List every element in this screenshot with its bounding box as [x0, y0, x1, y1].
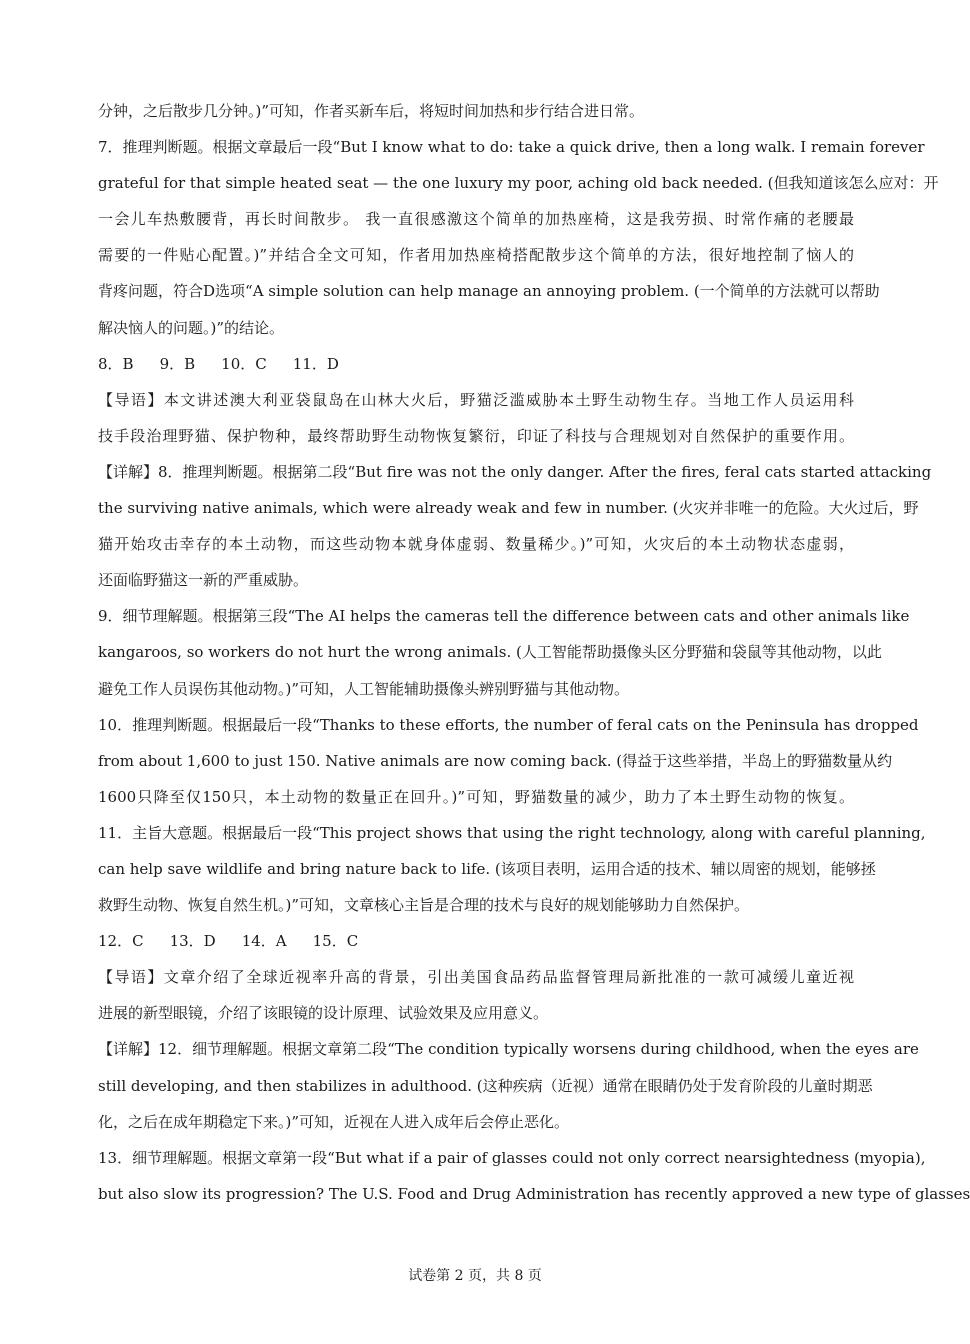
- text-line: 10．推理判断题。根据最后一段“Thanks to these efforts, the number of feral cats on the Peninsula has dropped: [98, 715, 919, 734]
- answer-item: 8．B: [98, 354, 134, 373]
- text-line: 1600只降至仅150只，本土动物的数量正在回升。)”可知，野猫数量的减少，助力了本土野生动物的恢复。: [98, 787, 854, 806]
- text-line: 需要的一件贴心配置。)”并结合全文可知，作者用加热座椅搭配散步这个简单的方法，很好地控制了恼人的: [98, 246, 854, 265]
- text-line: 猫开始攻击幸存的本土动物，而这些动物本就身体虚弱、数量稀少。)”可知，火灾后的本土动物状态虚弱，: [98, 535, 854, 554]
- text-line: but also slow its progression? The U.S. Food and Drug Administration has recently approved a new type of glasses: [98, 1184, 970, 1203]
- answer-key-8-11: [98, 346, 854, 382]
- answer-item: 10．C: [221, 354, 267, 373]
- answer-item: 14．A: [241, 932, 287, 951]
- text-line: 11．主旨大意题。根据最后一段“This project shows that using the right technology, along with careful planning,: [98, 823, 926, 842]
- text-line: 技手段治理野猫、保护物种，最终帮助野生动物恢复繁衍，印证了科技与合理规划对自然保护的重要作用。: [98, 426, 854, 445]
- text-line: 化，之后在成年期稳定下来。)”可知，近视在人进入成年后会停止恶化。: [98, 1112, 570, 1131]
- answer-key-12-15: [98, 923, 854, 959]
- page-content: [98, 93, 970, 1212]
- answer-item: 11．D: [292, 354, 339, 373]
- text-line: 一会儿车热敷腰背，再长时间散步。 我一直很感激这个简单的加热座椅，这是我劳损、时常作痛的老腰最: [98, 210, 854, 229]
- text-block-1: [98, 93, 939, 346]
- page-footer: 试卷第 2 页，共 8 页: [408, 1268, 542, 1284]
- text-line: still developing, and then stabilizes in adulthood. (这种疾病（近视）通常在眼睛仍处于发育阶段的儿童时期恶: [98, 1076, 873, 1095]
- text-block-3: [98, 959, 970, 1212]
- text-line: 进展的新型眼镜，介绍了该眼镜的设计原理、试验效果及应用意义。: [98, 1004, 549, 1023]
- text-line: 分钟，之后散步几分钟。)”可知，作者买新车后，将短时间加热和步行结合进日常。: [98, 102, 645, 120]
- text-line: 背疼问题，符合D选项“A simple solution can help manage an annoying problem. (一个简单的方法就可以帮助: [98, 282, 880, 301]
- text-line: can help save wildlife and bring nature back to life. (该项目表明，运用合适的技术、辅以周密的规划，能够拯: [98, 859, 876, 878]
- text-line: from about 1,600 to just 150. Native animals are now coming back. (得益于这些举措，半岛上的野猫数量从约: [98, 751, 893, 770]
- text-line: the surviving native animals, which were already weak and few in number. (火灾并非唯一的危险。大火过后，野: [98, 499, 919, 518]
- text-line: 【详解】8．推理判断题。根据第二段“But fire was not the only danger. After the fires, feral cats started attacking: [98, 462, 932, 481]
- text-line: 【导语】本文讲述澳大利亚袋鼠岛在山林大火后，野猫泛滥威胁本土野生动物生存。当地工作人员运用科: [98, 390, 854, 409]
- text-line: 解决恼人的问题。)”的结论。: [98, 318, 285, 337]
- text-block-2: [98, 382, 932, 923]
- text-line: 避免工作人员误伤其他动物。)”可知，人工智能辅助摄像头辨别野猫与其他动物。: [98, 679, 630, 698]
- text-line: 【详解】12．细节理解题。根据文章第二段“The condition typically worsens during childhood, when the eyes are: [98, 1040, 919, 1059]
- answer-item: 15．C: [312, 932, 359, 951]
- text-line: 还面临野猫这一新的严重威胁。: [98, 571, 309, 590]
- text-line: 13．细节理解题。根据文章第一段“But what if a pair of glasses could not only correct nearsightedness (myopia),: [98, 1148, 926, 1167]
- answer-item: 13．D: [169, 932, 216, 951]
- text-line: 救野生动物、恢复自然生机。)”可知，文章核心主旨是合理的技术与良好的规划能够助力自然保护。: [98, 896, 750, 915]
- text-line: kangaroos, so workers do not hurt the wrong animals. (人工智能帮助摄像头区分野猫和袋鼠等其他动物，以此: [98, 643, 882, 662]
- answer-item: 12．C: [98, 932, 144, 951]
- text-line: grateful for that simple heated seat — the one luxury my poor, aching old back needed. (但我知道该怎么应对：开: [98, 174, 939, 193]
- text-line: 【导语】文章介绍了全球近视率升高的背景，引出美国食品药品监督管理局新批准的一款可减缓儿童近视: [98, 968, 854, 987]
- answer-item: 9．B: [159, 354, 196, 373]
- text-line: 9．细节理解题。根据第三段“The AI helps the cameras tell the difference between cats and other animals like: [98, 607, 910, 626]
- text-line: 7．推理判断题。根据文章最后一段“But I know what to do: take a quick drive, then a long walk. I remain forever: [98, 138, 925, 157]
